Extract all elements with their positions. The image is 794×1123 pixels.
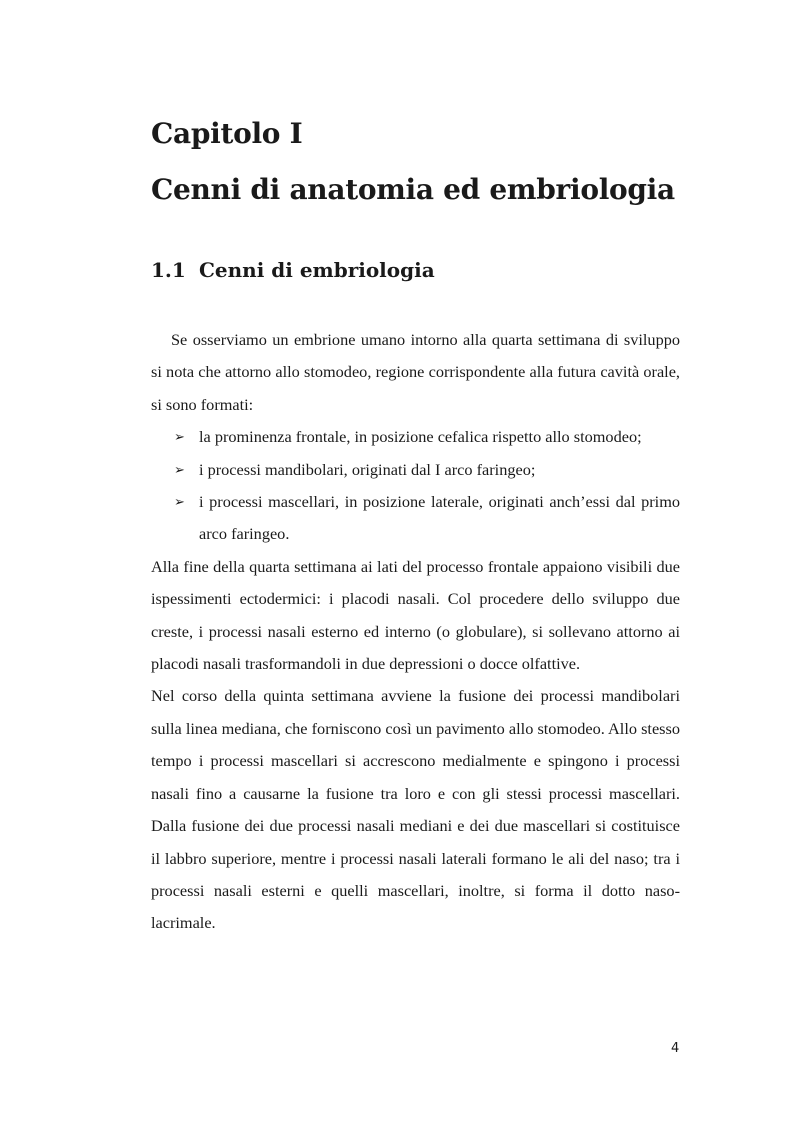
chapter-label: Capitolo I: [151, 117, 303, 150]
list-item-text: i processi mandibolari, originati dal I arco faringeo;: [199, 459, 536, 479]
list-item-text: la prominenza frontale, in posizione cefalica rispetto allo stomodeo;: [199, 427, 642, 447]
list-item: [151, 454, 680, 486]
body-text: [151, 324, 680, 940]
arrowhead-bullet-icon: ➢: [174, 494, 185, 510]
paragraph-quinta-settimana: Nel corso della quinta settimana avviene la fusione dei processi mandibolari sulla linea mediana, che forniscono così un pavimento allo stomodeo. Allo stesso tempo i processi mascellari si accrescono medialmente e spingono i processi nasali fino a causarne la fusione tra loro e con gli stessi processi mascellari. Dalla fusione dei due processi nasali mediani e dei due mascellari si costituisce il labbro superiore, mentre i processi nasali laterali formano le ali del naso; tra i processi nasali esterni e quelli mascellari, inoltre, si forma il dotto naso-lacrimale.: [151, 686, 680, 933]
paragraph-placodi: Alla fine della quarta settimana ai lati del processo frontale appaiono visibili due ispessimenti ectodermici: i placodi nasali. Col procedere dello sviluppo due creste, i processi nasali esterno ed interno (o globulare), si sollevano attorno ai placodi nasali trasformandoli in due depressioni o docce olfattive.: [151, 556, 680, 674]
list-item: [151, 421, 680, 453]
section-title: Cenni di embriologia: [199, 258, 435, 282]
intro-paragraph: Se osserviamo un embrione umano intorno alla quarta settimana di sviluppo si nota che attorno allo stomodeo, regione corrispondente alla futura cavità orale, si sono formati:: [151, 330, 680, 414]
list-item-text: i processi mascellari, in posizione laterale, originati anch’essi dal primo arco faringeo.: [199, 492, 680, 544]
list-item: [151, 486, 680, 551]
page-number: 4: [671, 1041, 680, 1056]
arrowhead-bullet-icon: ➢: [174, 461, 185, 477]
section-number: 1.1: [151, 258, 186, 282]
bullet-list: [151, 421, 680, 551]
chapter-title: Cenni di anatomia ed embriologia: [151, 173, 675, 206]
arrowhead-bullet-icon: ➢: [174, 429, 185, 445]
section-heading: [151, 255, 435, 285]
